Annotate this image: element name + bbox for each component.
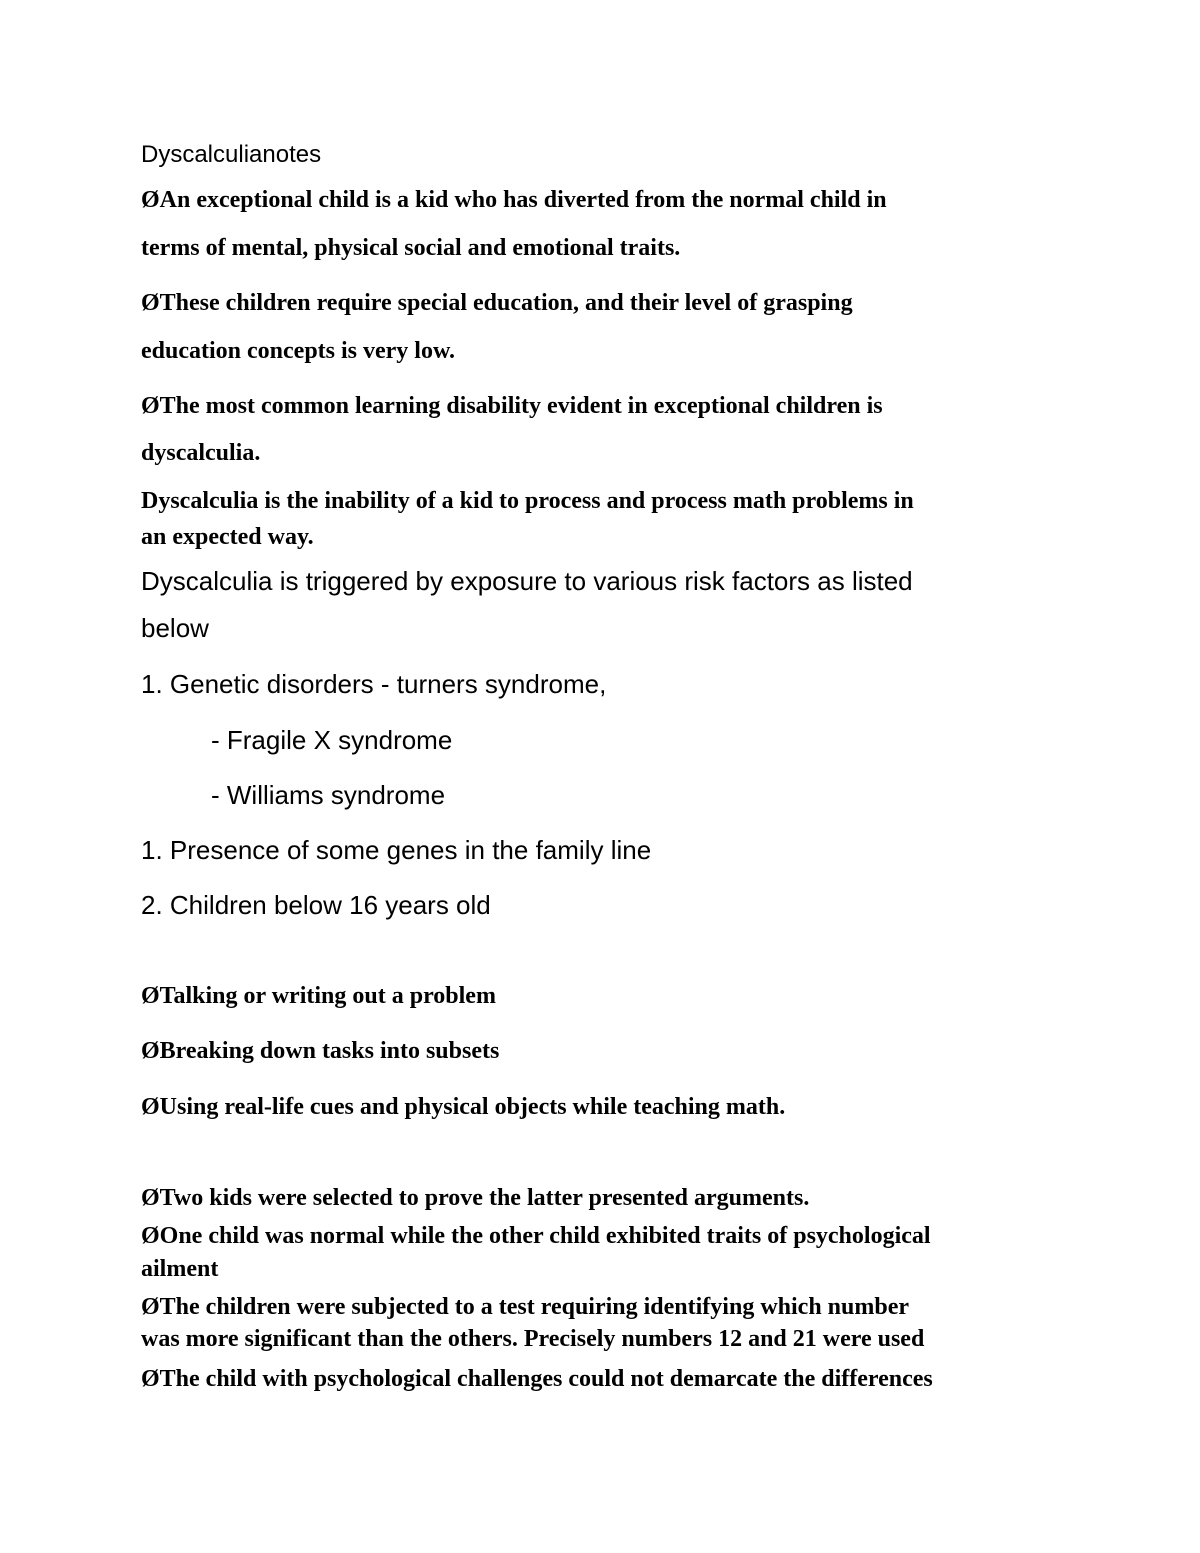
study-point-3-line-1: ØThe children were subjected to a test requiring identifying which number: [141, 1294, 909, 1320]
page-title: Dyscalculianotes: [141, 141, 322, 168]
paragraph-2-line-2: education concepts is very low.: [141, 338, 455, 364]
risk-item-age: 2. Children below 16 years old: [141, 890, 491, 920]
paragraph-3-line-1: ØThe most common learning disability evident in exceptional children is: [141, 393, 883, 419]
paragraph-1-line-1: ØAn exceptional child is a kid who has diverted from the normal child in: [141, 187, 887, 213]
study-point-2-line-2: ailment: [141, 1256, 219, 1282]
study-point-2-line-1: ØOne child was normal while the other child exhibited traits of psychological: [141, 1223, 931, 1249]
paragraph-4-line-1: Dyscalculia is the inability of a kid to process and process math problems in: [141, 488, 914, 514]
risk-subitem-williams: - Williams syndrome: [211, 780, 446, 810]
risk-item-genes: 1. Presence of some genes in the family line: [141, 835, 652, 865]
study-point-3-line-2: was more significant than the others. Precisely numbers 12 and 21 were used: [141, 1326, 925, 1352]
strategy-item: ØBreaking down tasks into subsets: [141, 1038, 500, 1064]
risk-intro-line-2: below: [141, 613, 209, 643]
risk-intro-line-1: Dyscalculia is triggered by exposure to various risk factors as listed: [141, 566, 913, 596]
paragraph-1-line-2: terms of mental, physical social and emotional traits.: [141, 235, 681, 261]
study-point-1: ØTwo kids were selected to prove the latter presented arguments.: [141, 1185, 810, 1211]
strategy-item: ØTalking or writing out a problem: [141, 983, 496, 1009]
strategy-item: ØUsing real-life cues and physical objects while teaching math.: [141, 1094, 786, 1120]
risk-item-genetic: 1. Genetic disorders - turners syndrome,: [141, 669, 607, 699]
study-point-4: ØThe child with psychological challenges could not demarcate the differences: [141, 1366, 933, 1392]
risk-subitem-fragile-x: - Fragile X syndrome: [211, 725, 453, 755]
paragraph-2-line-1: ØThese children require special education, and their level of grasping: [141, 290, 853, 316]
paragraph-4-line-2: an expected way.: [141, 524, 314, 550]
paragraph-3-line-2: dyscalculia.: [141, 440, 261, 466]
